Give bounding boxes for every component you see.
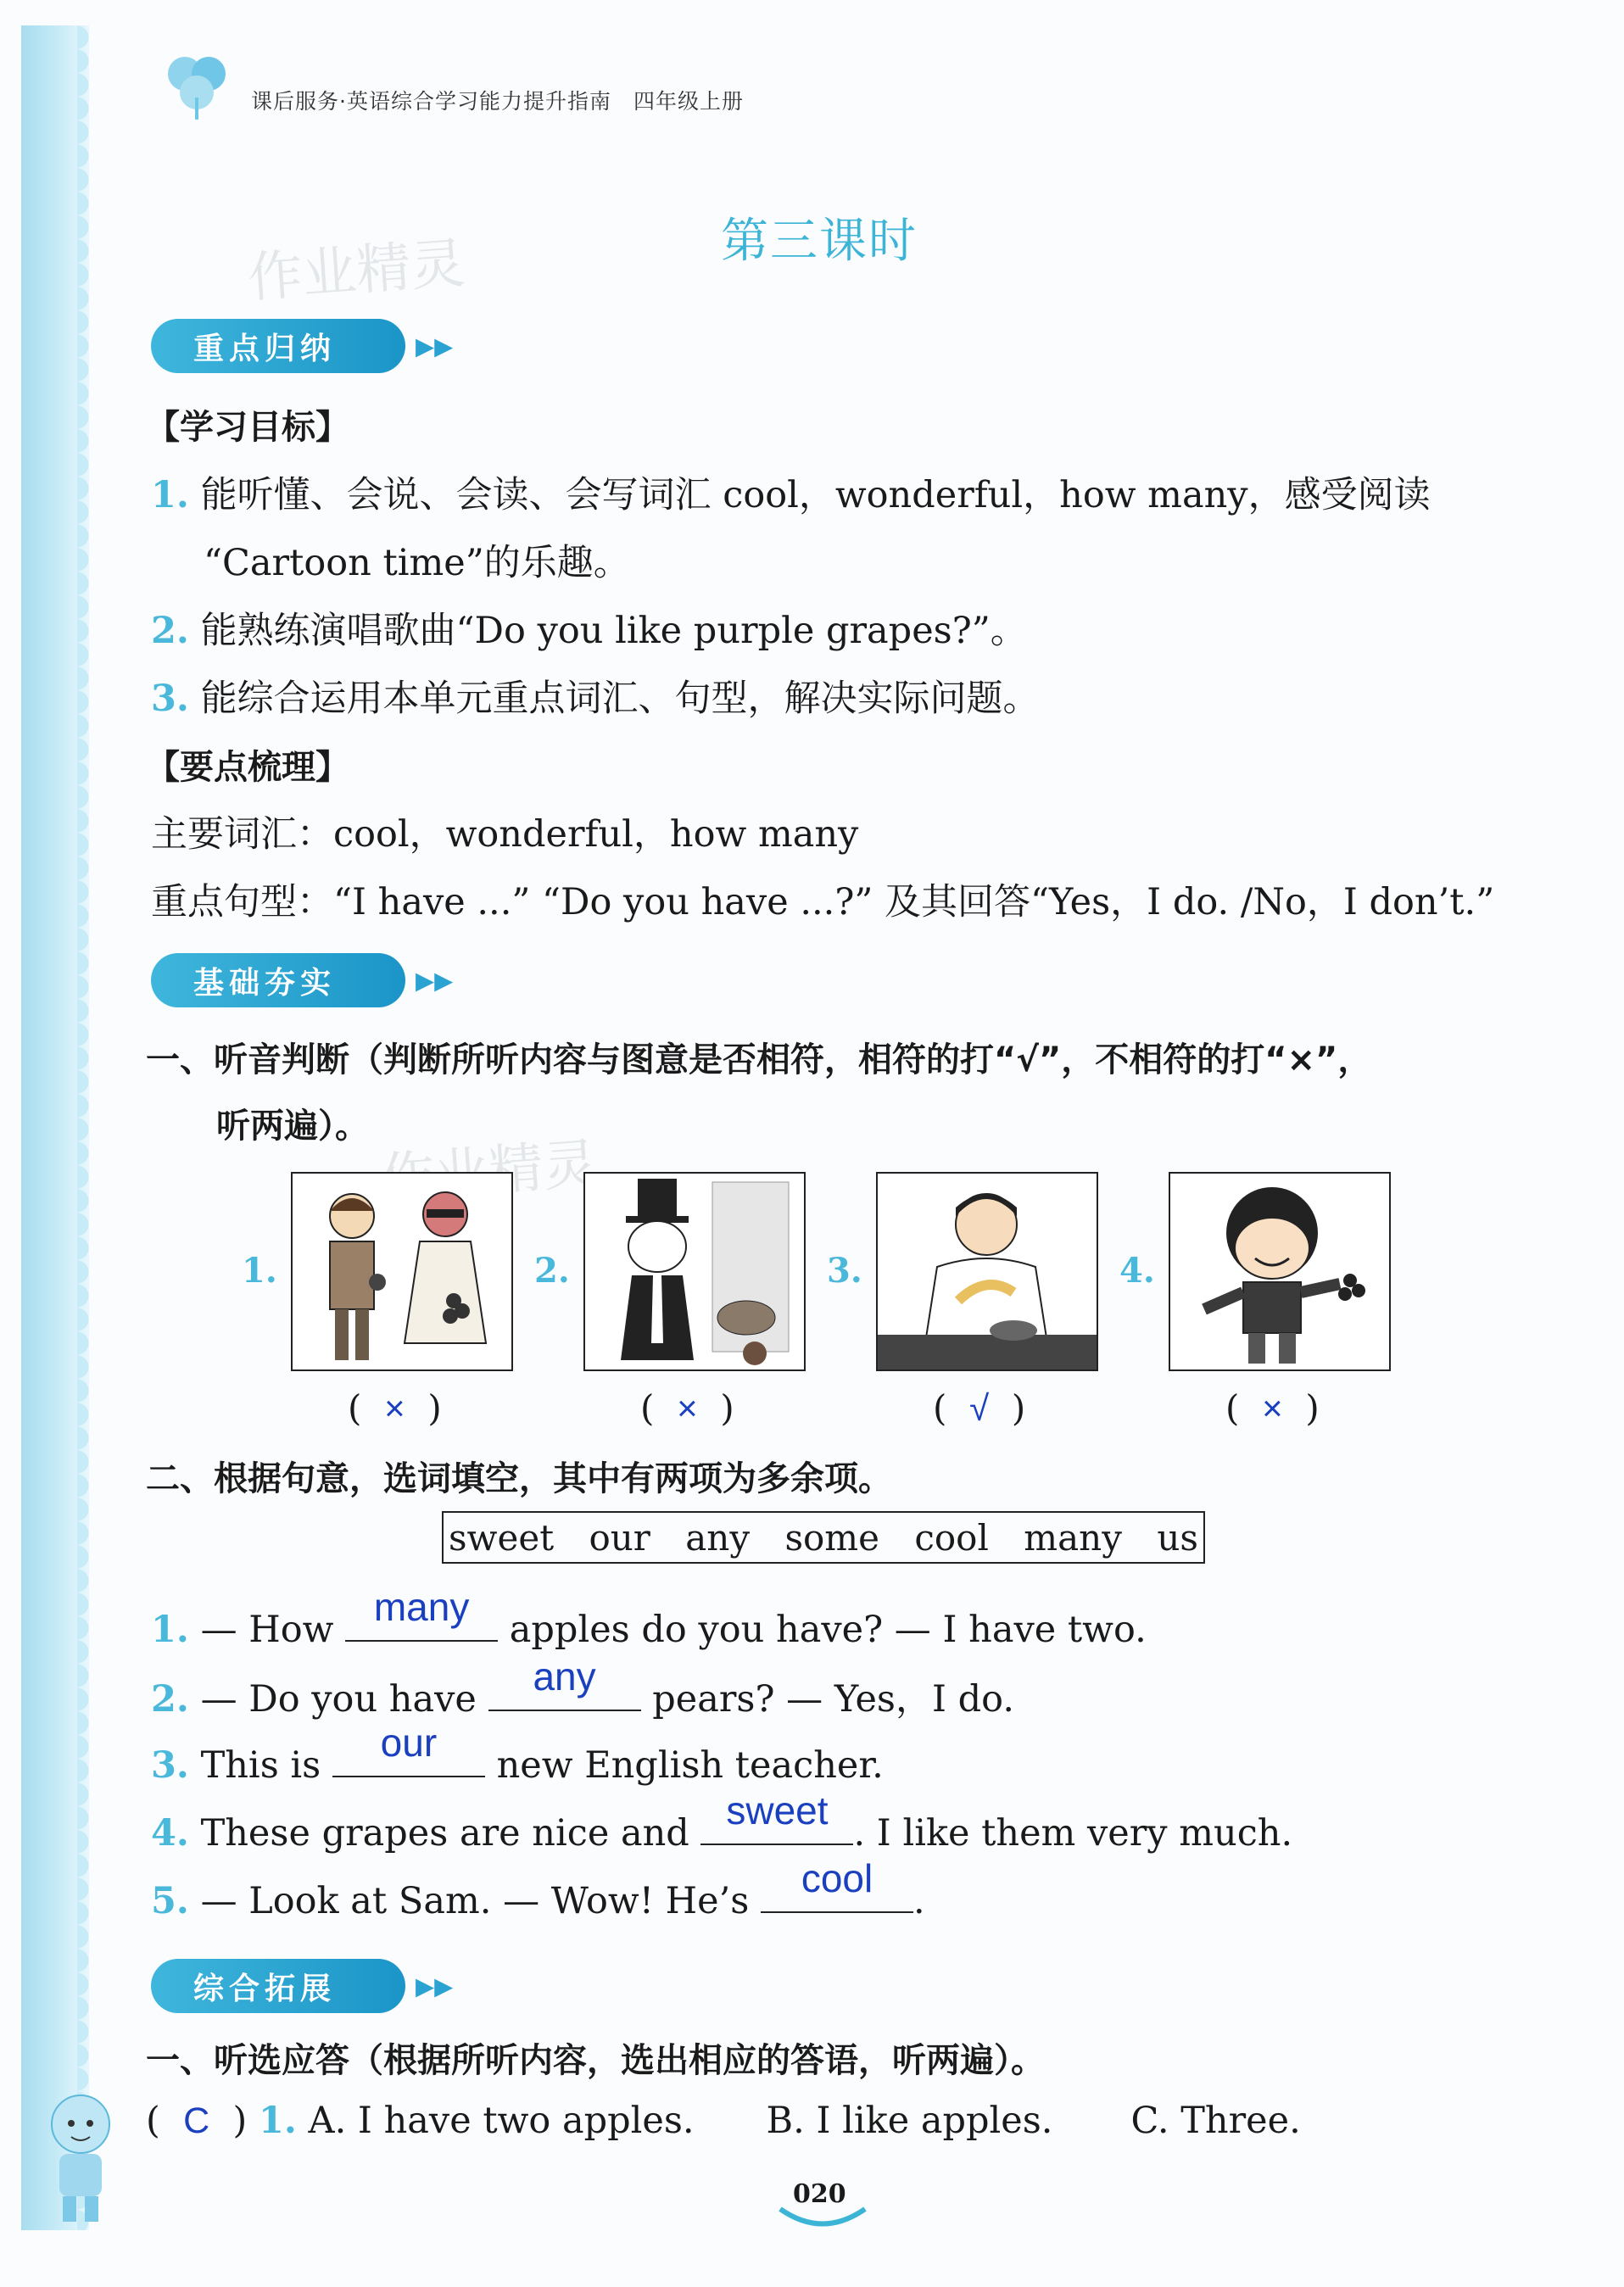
judge-answer-1: ( × ) — [348, 1387, 442, 1429]
key-sentences: 重点句型：“I have ...” “Do you have ...?” 及其回答“Yes，I do. /No，I don’t.” — [151, 881, 1495, 923]
goal-number: 2. — [151, 610, 189, 652]
picture-number: 3. — [827, 1251, 862, 1291]
answer-blank — [332, 1721, 485, 1777]
double-arrow-icon: ▸▸ — [416, 1964, 454, 2007]
goal-item-1-continued: “Cartoon time”的乐趣。 — [204, 542, 630, 584]
fill-item-2: 2. — Do you have any pears? — Yes，I do. — [151, 1654, 1014, 1721]
word-option: sweet — [449, 1516, 555, 1559]
picture-girl-grapes — [1169, 1172, 1391, 1371]
double-arrow-icon: ▸▸ — [416, 324, 454, 367]
goal-number: 1. — [151, 474, 189, 516]
cartoon-kid-icon — [34, 2086, 127, 2230]
word-bank — [442, 1511, 1205, 1564]
page-number: 020 — [793, 2179, 846, 2209]
answer-blank — [488, 1654, 641, 1711]
judge-answer-4: ( × ) — [1225, 1387, 1320, 1429]
picture-two-kids-grapes — [291, 1172, 513, 1371]
watermark: 作业精灵 — [246, 232, 467, 310]
word-option: cool — [914, 1516, 989, 1559]
answer-blank — [345, 1585, 498, 1642]
judge-answer-3: ( √ ) — [933, 1387, 1026, 1429]
option-b: B. I like apples. — [766, 2100, 1053, 2142]
header-series-title: 课后服务·英语综合学习能力提升指南 四年级上册 — [251, 89, 744, 114]
fill-item-4: 4. These grapes are nice and sweet . I like them very much. — [151, 1788, 1293, 1855]
choice-answer: C — [183, 2100, 210, 2141]
goal-number: 3. — [151, 678, 189, 720]
fill-answer: our — [380, 1721, 438, 1765]
fill-item-5: 5. — Look at Sam. — Wow! He’s cool . — [151, 1856, 925, 1922]
picture-number: 4. — [1119, 1251, 1155, 1291]
word-option: many — [1024, 1516, 1122, 1559]
listening-judge-heading-continued: 听两遍）。 — [216, 1107, 369, 1146]
goal-text: 能综合运用本单元重点词汇、句型，解决实际问题。 — [200, 678, 1040, 720]
goal-item-2 — [151, 602, 1027, 654]
goal-text: 能听懂、会说、会读、会写词汇 cool，wonderful，how many，感受阅读 — [200, 474, 1431, 516]
key-points-heading: 【要点梳理】 — [146, 748, 349, 787]
goal-item-1 — [151, 466, 1431, 518]
answer-mark: × — [1262, 1388, 1283, 1428]
section-extension-badge: 综合拓展 — [151, 1959, 405, 2013]
goal-text: 能熟练演唱歌曲“Do you like purple grapes?”。 — [200, 610, 1027, 652]
goal-item-3 — [151, 670, 1040, 722]
fill-blank-heading: 二、根据句意，选词填空，其中有两项为多余项。 — [146, 1459, 892, 1498]
listening-choose-heading: 一、听选应答（根据所听内容，选出相应的答语，听两遍）。 — [146, 2041, 1045, 2080]
clover-logo-icon — [159, 47, 236, 123]
picture-number: 2. — [534, 1251, 570, 1291]
fill-answer: cool — [801, 1856, 873, 1900]
section-basics-badge: 基础夯实 — [151, 953, 405, 1007]
page-decoration-icon — [776, 2205, 869, 2230]
double-arrow-icon: ▸▸ — [416, 958, 454, 1001]
picture-number: 1. — [242, 1251, 277, 1291]
judge-answer-2: ( × ) — [640, 1387, 734, 1429]
key-vocab: 主要词汇：cool，wonderful，how many — [151, 813, 859, 856]
goals-heading: 【学习目标】 — [146, 408, 349, 447]
side-decoration — [21, 25, 89, 2230]
option-a: A. I have two apples. — [308, 2100, 695, 2142]
answer-mark: × — [384, 1388, 405, 1428]
fill-answer: any — [533, 1654, 596, 1699]
choice-item-1: ( C ) 1. A. I have two apples. B. I like apples. C. Three. — [146, 2100, 1301, 2142]
picture-cat-magician — [583, 1172, 806, 1371]
picture-boy-banana — [876, 1172, 1098, 1371]
fill-answer: many — [373, 1585, 470, 1629]
listening-judge-heading: 一、听音判断（判断所听内容与图意是否相符，相符的打“√”，不相符的打“×”， — [146, 1040, 1372, 1079]
answer-mark: × — [677, 1388, 698, 1428]
word-option: any — [685, 1516, 751, 1559]
fill-item-1: 1. — How many apples do you have? — I have two. — [151, 1585, 1147, 1651]
fill-answer: sweet — [726, 1788, 829, 1832]
fill-item-3: 3. This is our new English teacher. — [151, 1721, 884, 1787]
word-option: some — [784, 1516, 879, 1559]
word-option: us — [1157, 1516, 1198, 1559]
answer-mark: √ — [969, 1388, 990, 1428]
answer-blank — [700, 1788, 853, 1845]
lesson-title: 第三课时 — [721, 214, 918, 269]
section-focus-badge: 重点归纳 — [151, 319, 405, 373]
answer-blank — [761, 1856, 913, 1913]
option-c: C. Three. — [1130, 2100, 1301, 2142]
word-option: our — [589, 1516, 650, 1559]
